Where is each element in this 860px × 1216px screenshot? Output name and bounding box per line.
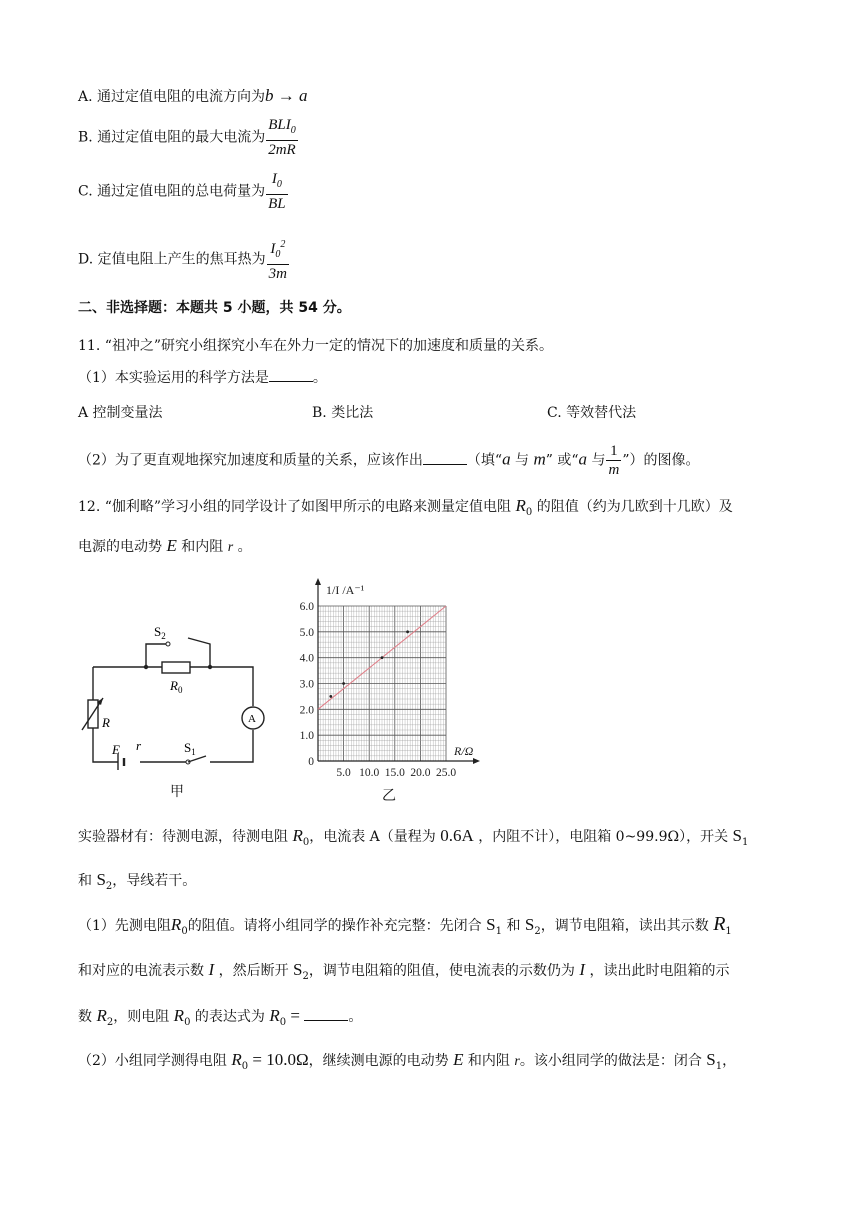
option-c	[78, 170, 289, 213]
q11-part1: （1）本实验运用的科学方法是 。	[78, 370, 327, 386]
y-tick-label: 3.0	[299, 678, 314, 691]
option-b	[78, 116, 299, 159]
y-tick-label: 1.0	[299, 730, 314, 743]
q11-choice-b: B. 类比法	[312, 405, 374, 421]
q11-part2: （2）为了更直观地探究加速度和质量的关系，应该作出 （填“a 与 m” 或“a 与 $\frac{1}{m}$ ”）的图像。	[78, 443, 700, 478]
option-c-fraction: $\frac{I_0}{BL}$	[268, 171, 286, 212]
option-a-expr: b → a	[265, 86, 308, 105]
option-d-fraction: $\frac{I_0^2}{3m}$	[268, 239, 287, 282]
ammeter-label: A	[248, 713, 256, 725]
option-a	[78, 86, 308, 107]
q12-part1-line2: 和对应的电流表示数 I ，然后断开 $S_2$，调节电阻箱的阻值，使电流表的示数仍为 I ，读出此时电阻箱的示	[78, 960, 730, 982]
q12-part2-line1: （2）小组同学测得电阻 $R_0 = 10.0\Omega$，继续测电源的电动势 E 和内阻 r。该小组同学的做法是：闭合 $S_1$，	[78, 1050, 737, 1072]
x-tick-label: 20.0	[410, 767, 431, 779]
q11-choice-a: A 控制变量法	[78, 405, 163, 421]
option-d	[78, 236, 290, 283]
q12-part1-line3: 数 $R_2$，则电阻 $R_0$ 的表达式为 $R_0$ = 。	[78, 1006, 363, 1028]
q11-choice-c: C. 等效替代法	[547, 405, 637, 421]
y-tick-label: 4.0	[299, 652, 314, 665]
figure-label-jia: 甲	[170, 784, 184, 800]
one-over-m-fraction: $\frac{1}{m}$	[608, 443, 620, 478]
chart-inverse-current-vs-r	[290, 574, 490, 784]
label-s2: $S_2$	[154, 624, 166, 641]
junction-dot	[208, 665, 212, 669]
answer-blank	[304, 1008, 348, 1021]
option-b-fraction: $\frac{BLI_0}{2mR}$	[268, 117, 296, 158]
y-tick-label: 6.0	[299, 601, 314, 613]
data-point	[406, 630, 409, 633]
y-tick-label: 5.0	[299, 626, 314, 639]
answer-blank	[269, 369, 313, 382]
data-point	[329, 695, 332, 698]
option-d-text: D. 定值电阻上产生的焦耳热为	[78, 251, 266, 268]
figure-label-yi: 乙	[382, 788, 396, 804]
equipment-line1: 实验器材有：待测电源，待测电阻 $R_0$，电流表 A（量程为 0.6A ，内阻不计），电阻箱 0~99.9Ω），开关 $S_1$	[78, 826, 749, 848]
label-s1: $S_1$	[184, 740, 196, 757]
q11-stem: 11. “祖冲之”研究小组探究小车在外力一定的情况下的加速度和质量的关系。	[78, 338, 554, 354]
x-axis-label: R/Ω	[454, 744, 474, 758]
junction-dot	[144, 665, 148, 669]
x-tick-label: 5.0	[336, 767, 351, 779]
equipment-line2: 和 $S_2$，导线若干。	[78, 870, 197, 892]
option-c-text: C. 通过定值电阻的总电荷量为	[78, 183, 266, 200]
option-b-text: B. 通过定值电阻的最大电流为	[78, 129, 266, 146]
section-title: 二、非选择题：本题共 5 小题，共 54 分。	[78, 300, 351, 316]
x-tick-label: 10.0	[359, 767, 380, 779]
y-axis-label: 1/I /A⁻¹	[326, 583, 365, 597]
x-tick-label: 15.0	[384, 767, 405, 779]
label-r-variable: R	[102, 715, 110, 730]
label-r0: $R_0$	[170, 678, 183, 695]
option-a-text: A. 通过定值电阻的电流方向为	[78, 89, 266, 105]
label-r-internal: r	[136, 738, 142, 753]
data-point	[342, 682, 345, 685]
y-tick-label: 2.0	[299, 704, 314, 717]
y-tick-label: 0	[308, 756, 314, 768]
data-point	[381, 656, 384, 659]
q12-stem-line1: 12. “伽利略”学习小组的同学设计了如图甲所示的电路来测量定值电阻 $R_0$ 的阻值（约为几欧到十几欧）及	[78, 496, 733, 518]
answer-blank	[423, 452, 467, 465]
label-e: E	[112, 742, 120, 757]
x-axis-arrow	[473, 758, 480, 764]
x-tick-label: 25.0	[435, 767, 457, 779]
q12-part1-line1: （1）先测电阻$R_0$的阻值。请将小组同学的操作补充完整：先闭合 $S_1$ 和 $S_2$，调节电阻箱，读出其示数 $R_1$	[78, 913, 732, 937]
y-axis-arrow	[315, 578, 321, 585]
circuit-diagram	[78, 610, 278, 810]
q12-stem-line2: 电源的电动势 E 和内阻 r 。	[78, 536, 252, 555]
